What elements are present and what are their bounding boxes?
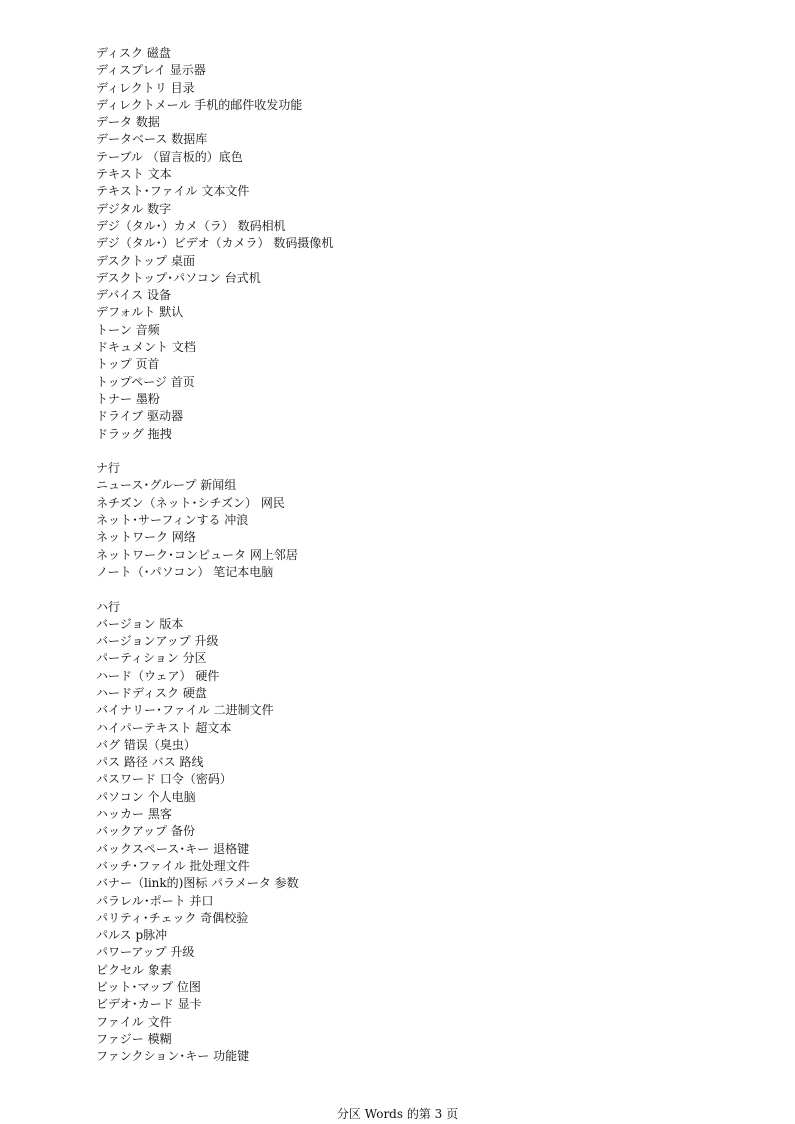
glossary-entry: ノート（･パソコン） 笔记本电脑 (96, 564, 274, 579)
glossary-entry: ハッカー 黑客 (96, 807, 172, 822)
glossary-entry: ディスプレイ 显示器 (96, 63, 206, 78)
page-footer: 分区 Words 的第 3 页 (336, 1107, 459, 1121)
glossary-entry: パラレル･ポート 并口 (96, 893, 214, 908)
glossary-entry: パス 路径 バス 路线 (96, 755, 204, 770)
glossary-entry: ファンクション･キー 功能键 (96, 1049, 250, 1064)
glossary-entry: デジ（タル･）ビデオ（カメラ） 数码摄像机 (96, 236, 334, 251)
glossary-entry: デスクトップ･パソコン 台式机 (96, 270, 261, 285)
glossary-entry: デスクトップ 桌面 (96, 253, 195, 268)
glossary-entry: ビット･マップ 位图 (96, 980, 201, 995)
glossary-entry: テキスト 文本 (96, 167, 172, 182)
glossary-entry: ドライブ 驱动器 (96, 409, 184, 424)
glossary-entry: ハードディスク 硬盘 (96, 685, 207, 700)
glossary-entry: ネットワーク･コンピュータ 网上邻居 (96, 547, 298, 562)
glossary-entry: テキスト･ファイル 文本文件 (96, 184, 250, 199)
blank-line (96, 581, 736, 598)
glossary-entry: データ 数据 (96, 115, 160, 130)
glossary-entry: テーブル （留言板的）底色 (96, 149, 243, 164)
blank-line (96, 443, 736, 460)
glossary-entry: パスワード 口令（密码） (96, 772, 232, 787)
glossary-entry: バックアップ 备份 (96, 824, 195, 839)
glossary-entry: パリティ･チェック 奇偶校验 (96, 910, 249, 925)
glossary-entry: ドラッグ 拖拽 (96, 426, 172, 441)
glossary-entry: ハード（ウェア） 硬件 (96, 668, 220, 683)
glossary-entry: パソコン 个人电脑 (96, 789, 196, 804)
glossary-entry: ビデオ･カード 显卡 (96, 997, 202, 1012)
document-body (96, 45, 736, 1066)
glossary-entry: ハイパーテキスト 超文本 (96, 720, 232, 735)
glossary-entry: ネチズン（ネット･シチズン） 网民 (96, 495, 285, 510)
glossary-entry: ネットワーク 网络 (96, 530, 196, 545)
glossary-entry: ピクセル 象素 (96, 962, 172, 977)
glossary-entry: バナー（link的)图标 パラメータ 参数 (96, 876, 299, 891)
glossary-entry: ディスク 磁盘 (96, 46, 171, 60)
glossary-entry: バグ 错误（臭虫） (96, 737, 196, 752)
glossary-entry: パーティション 分区 (96, 651, 207, 666)
glossary-entry: パワーアップ 升级 (96, 945, 195, 960)
section-heading: ナ行 (96, 461, 121, 476)
glossary-entry: データベース 数据库 (96, 132, 208, 147)
glossary-entry: トーン 音频 (96, 322, 160, 337)
glossary-entry: バックスペース･キー 退格键 (96, 841, 250, 856)
glossary-entry: ファジー 模糊 (96, 1031, 172, 1046)
glossary-entry: デジタル 数字 (96, 201, 172, 216)
glossary-entry: ドキュメント 文档 (96, 340, 196, 355)
glossary-entry: バージョンアップ 升级 (96, 634, 219, 649)
glossary-entry: バッチ･ファイル 批处理文件 (96, 858, 250, 873)
glossary-entry: ディレクトメール 手机的邮件收发功能 (96, 97, 303, 112)
glossary-entry: ニュース･グループ 新闻组 (96, 478, 237, 493)
section-heading: ハ行 (96, 599, 121, 614)
glossary-entry: デジ（タル･）カメ（ラ） 数码相机 (96, 218, 286, 233)
glossary-entry: バージョン 版本 (96, 616, 184, 631)
glossary-entry: トナー 墨粉 (96, 391, 160, 406)
glossary-entry: ディレクトリ 目录 (96, 80, 195, 95)
glossary-entry: ネット･サーフィンする 冲浪 (96, 513, 249, 528)
glossary-entry: トップ 页首 (96, 357, 160, 372)
glossary-entry: バイナリー･ファイル 二进制文件 (96, 703, 274, 718)
glossary-entry: ファイル 文件 (96, 1014, 172, 1029)
glossary-entry: デフォルト 默认 (96, 305, 184, 320)
glossary-entry: トップページ 首页 (96, 374, 195, 389)
glossary-entry: パルス p脉冲 (96, 928, 168, 943)
glossary-entry: デバイス 设备 (96, 288, 171, 303)
